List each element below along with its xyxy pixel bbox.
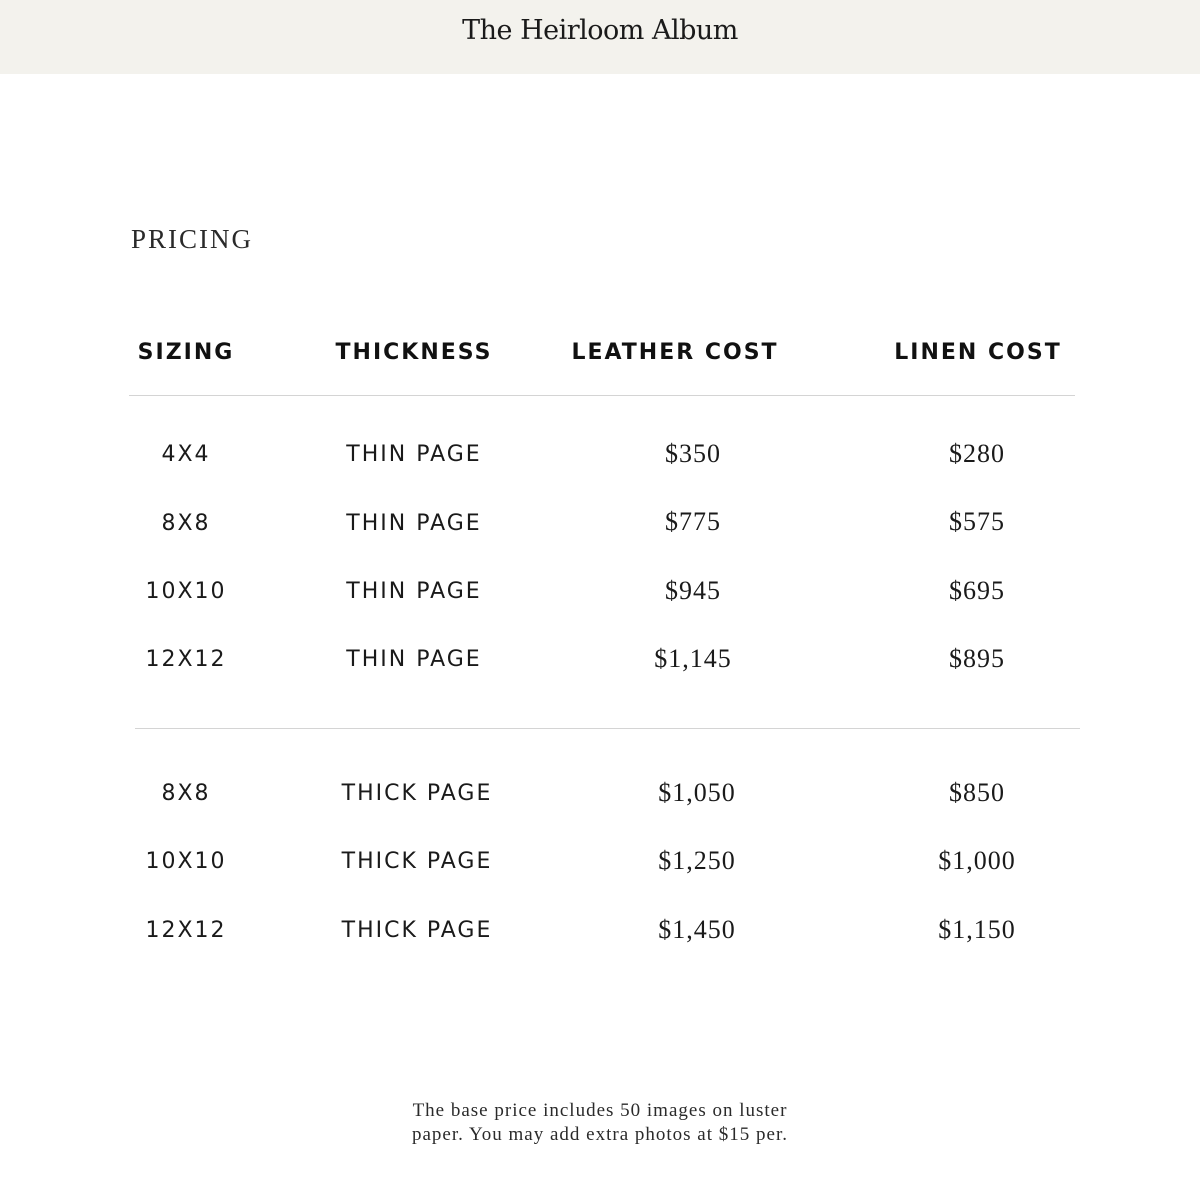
- group-divider: [135, 728, 1080, 729]
- column-header-sizing: SIZING: [137, 340, 235, 365]
- leather-cost-cell: $1,050: [658, 778, 736, 807]
- thickness-cell: THIN PAGE: [346, 579, 482, 604]
- size-cell: 12X12: [145, 918, 227, 943]
- column-header-linen-cost: LINEN COST: [894, 340, 1062, 365]
- size-cell: 8X8: [161, 781, 211, 806]
- thickness-cell: THICK PAGE: [341, 781, 493, 806]
- section-title: PRICING: [131, 224, 254, 254]
- size-cell: 4X4: [161, 442, 211, 467]
- leather-cost-cell: $350: [665, 439, 721, 468]
- header-divider: [129, 395, 1075, 396]
- linen-cost-cell: $1,000: [938, 846, 1016, 875]
- leather-cost-cell: $945: [665, 576, 721, 605]
- size-cell: 10X10: [145, 849, 227, 874]
- size-cell: 10X10: [145, 579, 227, 604]
- linen-cost-cell: $850: [949, 778, 1005, 807]
- footnote-line: The base price includes 50 images on luster: [412, 1100, 788, 1121]
- thickness-cell: THIN PAGE: [346, 511, 482, 536]
- linen-cost-cell: $280: [949, 439, 1005, 468]
- leather-cost-cell: $775: [665, 507, 721, 536]
- linen-cost-cell: $575: [949, 507, 1005, 536]
- leather-cost-cell: $1,450: [658, 915, 736, 944]
- brand-title: The Heirloom Album: [462, 15, 738, 46]
- size-cell: 12X12: [145, 647, 227, 672]
- thickness-cell: THICK PAGE: [341, 849, 493, 874]
- size-cell: 8X8: [161, 511, 211, 536]
- column-header-leather-cost: LEATHER COST: [571, 340, 779, 365]
- header-banner: [0, 0, 1200, 74]
- leather-cost-cell: $1,145: [654, 644, 732, 673]
- footnote-line: paper. You may add extra photos at $15 per.: [412, 1124, 788, 1145]
- column-header-thickness: THICKNESS: [335, 340, 493, 365]
- thickness-cell: THIN PAGE: [346, 442, 482, 467]
- linen-cost-cell: $895: [949, 644, 1005, 673]
- pricing-footnote: [0, 1099, 1200, 1147]
- thickness-cell: THIN PAGE: [346, 647, 482, 672]
- linen-cost-cell: $695: [949, 576, 1005, 605]
- linen-cost-cell: $1,150: [938, 915, 1016, 944]
- thickness-cell: THICK PAGE: [341, 918, 493, 943]
- leather-cost-cell: $1,250: [658, 846, 736, 875]
